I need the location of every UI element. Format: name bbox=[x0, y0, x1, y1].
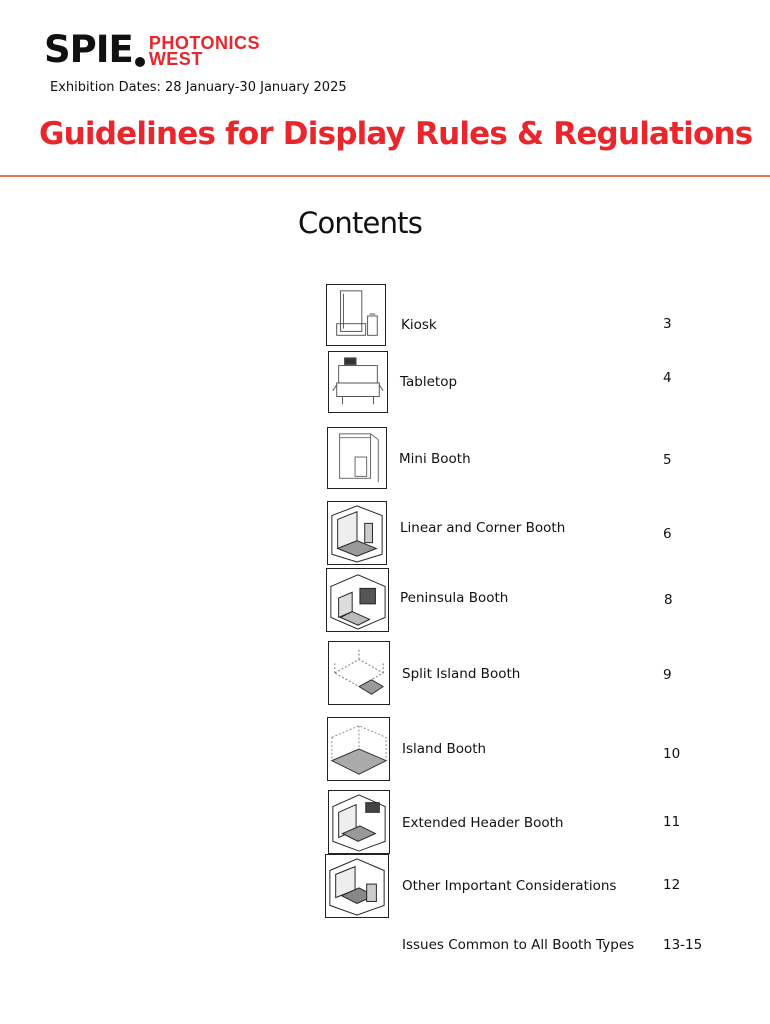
toc-page-mini-booth[interactable]: 5 bbox=[663, 452, 672, 468]
logo-event-line1: PHOTONICS bbox=[148, 33, 260, 53]
toc-label-tabletop[interactable]: Tabletop bbox=[400, 374, 458, 390]
toc-page-linear-corner-booth[interactable]: 6 bbox=[663, 526, 672, 542]
toc-page-kiosk[interactable]: 3 bbox=[663, 316, 672, 332]
toc-page-common-issues[interactable]: 13-15 bbox=[663, 937, 703, 953]
kiosk-icon bbox=[326, 284, 386, 346]
toc-label-peninsula-booth[interactable]: Peninsula Booth bbox=[400, 590, 509, 606]
toc-page-split-island-booth[interactable]: 9 bbox=[663, 667, 672, 683]
other-considerations-icon bbox=[325, 854, 389, 918]
document-title: Guidelines for Display Rules & Regulations bbox=[39, 116, 753, 152]
toc-page-extended-header-booth[interactable]: 11 bbox=[663, 814, 681, 830]
logo-spie-text: SPIE bbox=[44, 28, 133, 71]
toc-page-island-booth[interactable]: 10 bbox=[663, 746, 681, 762]
title-divider bbox=[0, 175, 770, 177]
toc-label-mini-booth[interactable]: Mini Booth bbox=[399, 451, 471, 467]
island-booth-icon bbox=[327, 717, 390, 781]
toc-label-extended-header-booth[interactable]: Extended Header Booth bbox=[402, 815, 564, 831]
toc-page-tabletop[interactable]: 4 bbox=[663, 370, 672, 386]
contents-heading: Contents bbox=[298, 206, 423, 240]
toc-label-split-island-booth[interactable]: Split Island Booth bbox=[402, 666, 521, 682]
toc-label-kiosk[interactable]: Kiosk bbox=[401, 317, 437, 333]
mini-booth-icon bbox=[327, 427, 387, 489]
tabletop-icon bbox=[328, 351, 388, 413]
logo-event-line2: WEST bbox=[148, 49, 203, 69]
peninsula-booth-icon bbox=[326, 568, 389, 632]
toc-label-other-considerations[interactable]: Other Important Considerations bbox=[402, 878, 617, 894]
linear-corner-booth-icon bbox=[327, 501, 387, 565]
toc-label-island-booth[interactable]: Island Booth bbox=[402, 741, 487, 757]
spie-photonics-west-logo bbox=[44, 28, 260, 75]
toc-label-linear-corner-booth[interactable]: Linear and Corner Booth bbox=[400, 520, 566, 536]
exhibition-dates: Exhibition Dates: 28 January-30 January 2025 bbox=[50, 80, 347, 95]
toc-label-common-issues[interactable]: Issues Common to All Booth Types bbox=[402, 937, 635, 953]
split-island-booth-icon bbox=[328, 641, 390, 705]
logo-dot bbox=[135, 57, 145, 67]
extended-header-booth-icon bbox=[328, 790, 390, 854]
toc-page-peninsula-booth[interactable]: 8 bbox=[664, 592, 673, 608]
toc-page-other-considerations[interactable]: 12 bbox=[663, 877, 681, 893]
logo-event-name bbox=[149, 35, 260, 67]
